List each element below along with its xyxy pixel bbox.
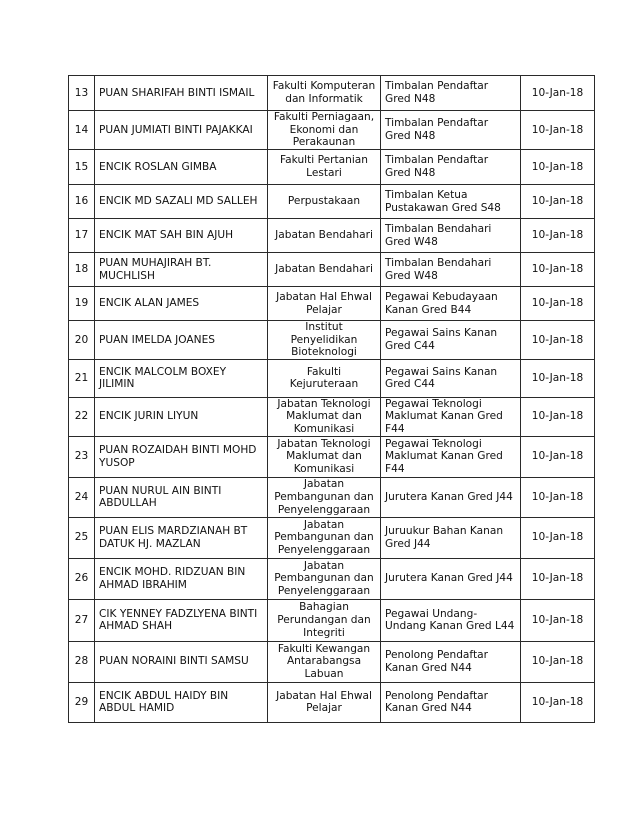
row-number-cell: 15 (69, 150, 95, 185)
table-row (69, 253, 595, 287)
position-title-cell: Pegawai Sains Kanan Gred C44 (381, 321, 521, 360)
row-number-cell: 13 (69, 76, 95, 111)
staff-name-cell: PUAN SHARIFAH BINTI ISMAIL (95, 76, 268, 111)
department-cell: Jabatan Pembangunan dan Penyelenggaraan (268, 477, 381, 517)
staff-name-cell: ENCIK MALCOLM BOXEY JILIMIN (95, 359, 268, 397)
department-cell: Fakulti Kejuruteraan (268, 359, 381, 397)
row-number-cell: 19 (69, 287, 95, 321)
department-cell: Jabatan Pembangunan dan Penyelenggaraan (268, 558, 381, 599)
staff-name-cell: ENCIK MD SAZALI MD SALLEH (95, 185, 268, 219)
staff-name-cell: PUAN NURUL AIN BINTI ABDULLAH (95, 477, 268, 517)
table-row (69, 111, 595, 150)
table-row (69, 287, 595, 321)
appointment-date-cell: 10-Jan-18 (521, 150, 595, 185)
position-title-cell: Penolong Pendaftar Kanan Gred N44 (381, 682, 521, 722)
department-cell: Fakulti Kewangan Antarabangsa Labuan (268, 641, 381, 682)
appointment-date-cell: 10-Jan-18 (521, 641, 595, 682)
table-row (69, 558, 595, 599)
appointment-date-cell: 10-Jan-18 (521, 111, 595, 150)
position-title-cell: Timbalan Ketua Pustakawan Gred S48 (381, 185, 521, 219)
table-row (69, 517, 595, 558)
appointment-date-cell: 10-Jan-18 (521, 219, 595, 253)
table-row (69, 599, 595, 641)
table-row (69, 477, 595, 517)
appointment-date-cell: 10-Jan-18 (521, 599, 595, 641)
row-number-cell: 20 (69, 321, 95, 360)
position-title-cell: Jurutera Kanan Gred J44 (381, 558, 521, 599)
position-title-cell: Penolong Pendaftar Kanan Gred N44 (381, 641, 521, 682)
appointment-date-cell: 10-Jan-18 (521, 397, 595, 436)
appointment-date-cell: 10-Jan-18 (521, 517, 595, 558)
position-title-cell: Timbalan Pendaftar Gred N48 (381, 150, 521, 185)
row-number-cell: 27 (69, 599, 95, 641)
staff-name-cell: ENCIK ROSLAN GIMBA (95, 150, 268, 185)
department-cell: Jabatan Hal Ehwal Pelajar (268, 287, 381, 321)
staff-name-cell: ENCIK JURIN LIYUN (95, 397, 268, 436)
position-title-cell: Pegawai Teknologi Maklumat Kanan Gred F44 (381, 397, 521, 436)
department-cell: Jabatan Bendahari (268, 253, 381, 287)
position-title-cell: Juruukur Bahan Kanan Gred J44 (381, 517, 521, 558)
table-row (69, 641, 595, 682)
table-row (69, 321, 595, 360)
department-cell: Fakulti Pertanian Lestari (268, 150, 381, 185)
department-cell: Institut Penyelidikan Bioteknologi (268, 321, 381, 360)
staff-appointment-table (68, 75, 595, 723)
row-number-cell: 24 (69, 477, 95, 517)
staff-name-cell: ENCIK ABDUL HAIDY BIN ABDUL HAMID (95, 682, 268, 722)
table-row (69, 76, 595, 111)
position-title-cell: Jurutera Kanan Gred J44 (381, 477, 521, 517)
row-number-cell: 22 (69, 397, 95, 436)
department-cell: Jabatan Teknologi Maklumat dan Komunikasi (268, 397, 381, 436)
department-cell: Fakulti Perniagaan, Ekonomi dan Perakaunan (268, 111, 381, 150)
position-title-cell: Timbalan Pendaftar Gred N48 (381, 76, 521, 111)
position-title-cell: Pegawai Teknologi Maklumat Kanan Gred F44 (381, 436, 521, 477)
staff-name-cell: ENCIK ALAN JAMES (95, 287, 268, 321)
department-cell: Bahagian Perundangan dan Integriti (268, 599, 381, 641)
appointment-date-cell: 10-Jan-18 (521, 359, 595, 397)
position-title-cell: Pegawai Kebudayaan Kanan Gred B44 (381, 287, 521, 321)
staff-name-cell: PUAN JUMIATI BINTI PAJAKKAI (95, 111, 268, 150)
table-row (69, 359, 595, 397)
position-title-cell: Pegawai Undang-Undang Kanan Gred L44 (381, 599, 521, 641)
row-number-cell: 26 (69, 558, 95, 599)
appointment-date-cell: 10-Jan-18 (521, 76, 595, 111)
staff-name-cell: CIK YENNEY FADZLYENA BINTI AHMAD SHAH (95, 599, 268, 641)
appointment-date-cell: 10-Jan-18 (521, 185, 595, 219)
staff-name-cell: ENCIK MAT SAH BIN AJUH (95, 219, 268, 253)
position-title-cell: Timbalan Pendaftar Gred N48 (381, 111, 521, 150)
staff-name-cell: ENCIK MOHD. RIDZUAN BIN AHMAD IBRAHIM (95, 558, 268, 599)
row-number-cell: 23 (69, 436, 95, 477)
row-number-cell: 16 (69, 185, 95, 219)
appointment-date-cell: 10-Jan-18 (521, 436, 595, 477)
appointment-date-cell: 10-Jan-18 (521, 287, 595, 321)
row-number-cell: 14 (69, 111, 95, 150)
row-number-cell: 28 (69, 641, 95, 682)
staff-name-cell: PUAN NORAINI BINTI SAMSU (95, 641, 268, 682)
table-row (69, 150, 595, 185)
appointment-date-cell: 10-Jan-18 (521, 682, 595, 722)
row-number-cell: 21 (69, 359, 95, 397)
department-cell: Perpustakaan (268, 185, 381, 219)
staff-name-cell: PUAN IMELDA JOANES (95, 321, 268, 360)
row-number-cell: 17 (69, 219, 95, 253)
table-row (69, 436, 595, 477)
row-number-cell: 29 (69, 682, 95, 722)
department-cell: Jabatan Pembangunan dan Penyelenggaraan (268, 517, 381, 558)
appointment-date-cell: 10-Jan-18 (521, 321, 595, 360)
table-row (69, 397, 595, 436)
appointment-date-cell: 10-Jan-18 (521, 253, 595, 287)
department-cell: Jabatan Teknologi Maklumat dan Komunikasi (268, 436, 381, 477)
position-title-cell: Pegawai Sains Kanan Gred C44 (381, 359, 521, 397)
row-number-cell: 18 (69, 253, 95, 287)
table-row (69, 682, 595, 722)
department-cell: Fakulti Komputeran dan Informatik (268, 76, 381, 111)
row-number-cell: 25 (69, 517, 95, 558)
staff-name-cell: PUAN ELIS MARDZIANAH BT DATUK HJ. MAZLAN (95, 517, 268, 558)
staff-name-cell: PUAN ROZAIDAH BINTI MOHD YUSOP (95, 436, 268, 477)
table-body (69, 76, 595, 723)
table-row (69, 219, 595, 253)
position-title-cell: Timbalan Bendahari Gred W48 (381, 253, 521, 287)
appointment-date-cell: 10-Jan-18 (521, 477, 595, 517)
table-row (69, 185, 595, 219)
staff-name-cell: PUAN MUHAJIRAH BT. MUCHLISH (95, 253, 268, 287)
position-title-cell: Timbalan Bendahari Gred W48 (381, 219, 521, 253)
department-cell: Jabatan Bendahari (268, 219, 381, 253)
department-cell: Jabatan Hal Ehwal Pelajar (268, 682, 381, 722)
appointment-date-cell: 10-Jan-18 (521, 558, 595, 599)
